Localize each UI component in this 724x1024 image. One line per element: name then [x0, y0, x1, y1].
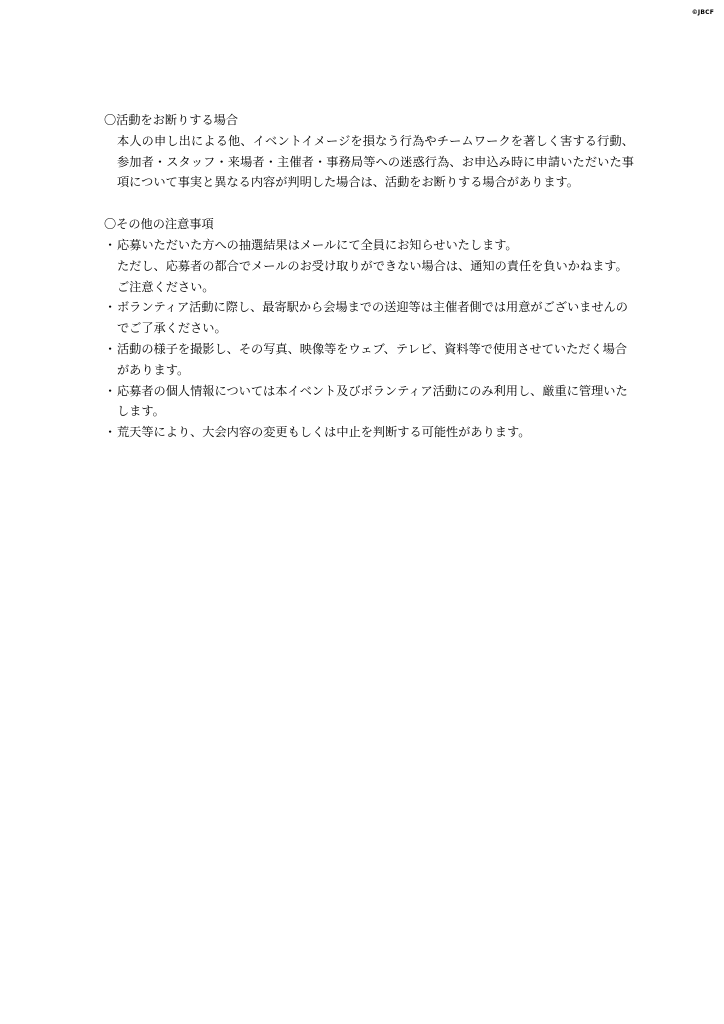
list-item-body — [117, 297, 634, 339]
list-item-body — [117, 422, 634, 443]
list-item — [104, 339, 634, 381]
decline-paragraph: 本人の申し出による他、イベントイメージを損なう行為やチームワークを著しく害する行動、参加者・スタッフ・来場者・主催者・事務局等への迷惑行為、お申込み時に申請いただいた事項について事実と異なる内容が判明した場合は、活動をお断りする場合があります。 — [117, 133, 634, 190]
bullet-mark: ・ — [104, 237, 117, 252]
list-item-body — [117, 381, 634, 423]
bullet-mark: ・ — [104, 341, 117, 356]
list-item-text: ボランティア活動に際し、最寄駅から会場までの送迎等は主催者側では用意がございませんのでご了承ください。 — [117, 300, 628, 336]
list-item-text: 応募者の個人情報については本イベント及びボランティア活動にのみ利用し、厳重に管理いたします。 — [117, 383, 628, 419]
section-heading-notes: 〇その他の注意事項 — [104, 217, 214, 232]
list-item-body — [117, 235, 634, 297]
list-item — [104, 297, 634, 339]
list-item-text: 応募いただいた方への抽選結果はメールにて全員にお知らせいたします。 — [117, 237, 518, 252]
list-item-text: 活動の様子を撮影し、その写真、映像等をウェブ、テレビ、資料等で使用させていただく場合があります。 — [117, 341, 628, 377]
list-item — [104, 422, 634, 443]
section-heading-decline: 〇活動をお断りする場合 — [104, 113, 239, 127]
list-item-text-continued: ただし、応募者の都合でメールのお受け取りができない場合は、通知の責任を負いかねます。ご注意ください。 — [117, 258, 628, 294]
document-content — [104, 110, 634, 443]
list-item-text: 荒天等により、大会内容の変更もしくは中止を判断する可能性があります。 — [117, 425, 531, 440]
bullet-mark: ・ — [104, 425, 117, 440]
list-item — [104, 235, 634, 297]
list-item — [104, 381, 634, 423]
list-item-body — [117, 339, 634, 381]
notes-list — [104, 235, 634, 443]
bullet-mark: ・ — [104, 300, 117, 315]
bullet-mark: ・ — [104, 383, 117, 398]
copyright-mark: ©JBCF — [691, 9, 714, 16]
section-gap — [104, 193, 634, 214]
